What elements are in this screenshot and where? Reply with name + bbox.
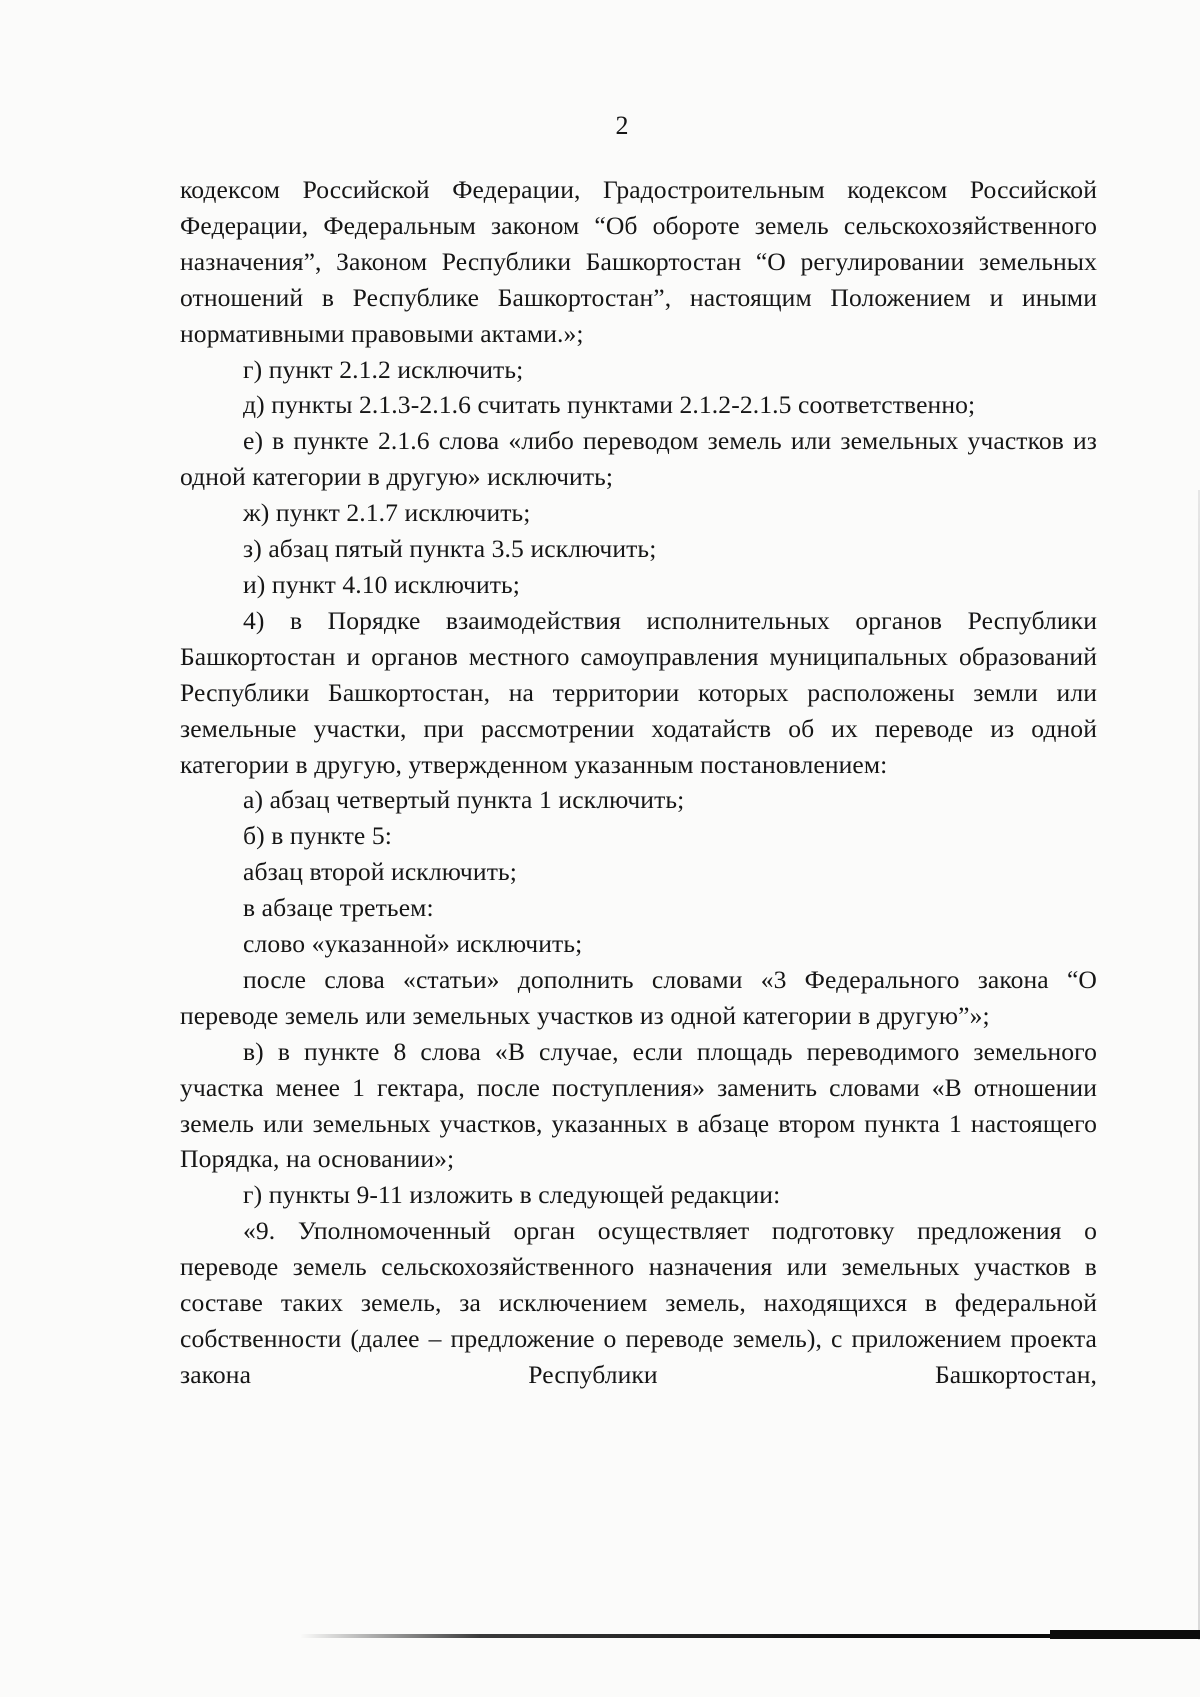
paragraph: з) абзац пятый пункта 3.5 исключить; <box>243 534 657 564</box>
paragraph: «9. Уполномоченный орган осуществляет подготовку предложения о переводе земель сельскохозяйственного назначения или земельных участков в составе таких земель, за исключением земель, находящихся в федеральной собственности (далее – предложение о переводе земель), с приложением проекта закона Республики Башкортостан, <box>180 1216 1097 1389</box>
paragraph: кодексом Российской Федерации, Градостроительным кодексом Российской Федерации, Федеральным законом “Об обороте земель сельскохозяйственного назначения”, Законом Республики Башкортостан “О регулировании земельных отношений в Республике Башкортостан”, настоящим Положением и иными нормативными правовыми актами.»; <box>180 175 1097 348</box>
page-number: 2 <box>615 111 629 140</box>
document-body <box>180 172 1097 1393</box>
paragraph: после слова «статьи» дополнить словами «3 Федерального закона “О переводе земель или земельных участков из одной категории в другую”»; <box>180 964 1097 1030</box>
paragraph: д) пункты 2.1.3-2.1.6 считать пунктами 2.1.2-2.1.5 соответственно; <box>243 390 976 420</box>
paragraph: г) пункт 2.1.2 исключить; <box>243 354 524 384</box>
paragraph: ж) пункт 2.1.7 исключить; <box>243 498 531 528</box>
paragraph: е) в пункте 2.1.6 слова «либо переводом земель или земельных участков из одной категории в другую» исключить; <box>180 426 1097 492</box>
paragraph: г) пункты 9-11 изложить в следующей редакции: <box>243 1180 781 1210</box>
paragraph: в) в пункте 8 слова «В случае, если площадь переводимого земельного участка менее 1 гектара, после поступления» заменить словами «В отношении земель или земельных участков, указанных в абзаце втором пункта 1 настоящего Порядка, на основании»; <box>180 1036 1097 1174</box>
scan-bottom-shadow-dark <box>1050 1630 1200 1639</box>
paragraph: б) в пункте 5: <box>243 821 392 851</box>
paragraph: а) абзац четвертый пункта 1 исключить; <box>243 785 685 815</box>
paragraph: 4) в Порядке взаимодействия исполнительных органов Республики Башкортостан и органов местного самоуправления муниципальных образований Республики Башкортостан, на территории которых расположены земли или земельные участки, при рассмотрении ходатайств об их переводе из одной категории в другую, утвержденном указанным постановлением: <box>180 605 1097 779</box>
paragraph: и) пункт 4.10 исключить; <box>243 569 521 599</box>
paragraph: в абзаце третьем: <box>243 893 434 923</box>
paragraph: абзац второй исключить; <box>243 857 517 887</box>
paragraph: слово «указанной» исключить; <box>243 929 583 959</box>
